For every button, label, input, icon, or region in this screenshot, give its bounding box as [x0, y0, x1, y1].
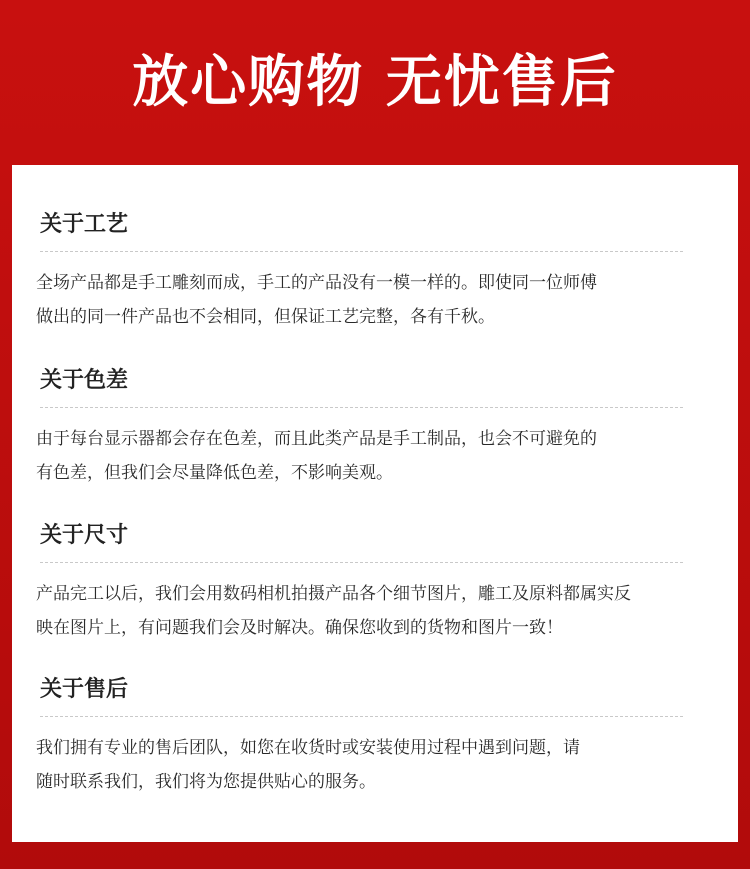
section-after-sales [36, 674, 736, 799]
section-title: 关于色差 [40, 368, 129, 393]
section-title: 关于售后 [40, 677, 129, 702]
section-size [36, 520, 736, 645]
banner-title: 放心购物 无忧售后 [132, 49, 618, 115]
dashed-divider [40, 716, 683, 717]
dashed-divider [40, 407, 683, 408]
section-body: 产品完工以后，我们会用数码相机拍摄产品各个细节图片，雕工及原料都属实反 映在图片上，有问题我们会及时解决。确保您收到的货物和图片一致！ [36, 584, 631, 638]
dashed-divider [40, 251, 683, 252]
section-body: 全场产品都是手工雕刻而成，手工的产品没有一模一样的。即使同一位师傅 做出的同一件产品也不会相同，但保证工艺完整，各有千秋。 [36, 273, 597, 327]
dashed-divider [40, 562, 683, 563]
section-body: 由于每台显示器都会存在色差，而且此类产品是手工制品，也会不可避免的 有色差，但我们会尽量降低色差，不影响美观。 [36, 429, 597, 483]
content-panel [12, 165, 738, 842]
section-craftsmanship [36, 209, 736, 334]
section-title: 关于工艺 [40, 212, 129, 237]
section-color-difference [36, 365, 736, 490]
section-body: 我们拥有专业的售后团队，如您在收货时或安装使用过程中遇到问题，请 随时联系我们，我们将为您提供贴心的服务。 [36, 738, 580, 792]
section-title: 关于尺寸 [40, 523, 129, 548]
